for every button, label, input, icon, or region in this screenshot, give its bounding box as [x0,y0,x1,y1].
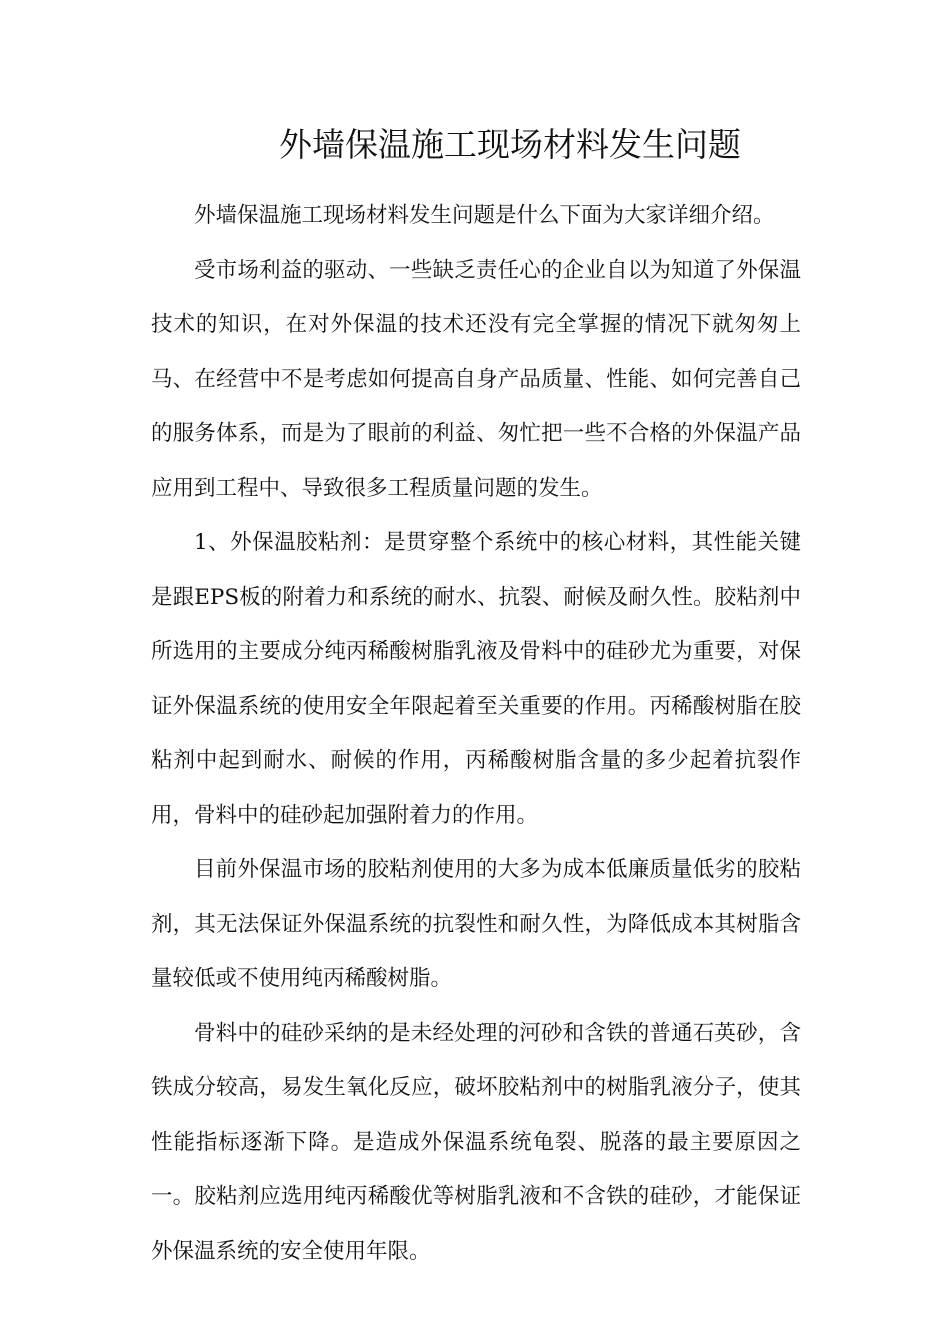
paragraph-adhesive: 1、外保温胶粘剂：是贯穿整个系统中的核心材料，其性能关键是跟EPS板的附着力和系统的耐水、抗裂、耐候及耐久性。胶粘剂中所选用的主要成分纯丙稀酸树脂乳液及骨料中的硅砂尤为重要，对保证外保温系统的使用安全年限起着至关重要的作用。丙稀酸树脂在胶粘剂中起到耐水、耐候的作用，丙稀酸树脂含量的多少起着抗裂作用，骨料中的硅砂起加强附着力的作用。 [151,530,801,828]
paragraph-aggregate: 骨料中的硅砂采纳的是未经处理的河砂和含铁的普通石英砂，含铁成分较高，易发生氧化反应，破坏胶粘剂中的树脂乳液分子，使其性能指标逐渐下降。是造成外保温系统龟裂、脱落的最主要原因之一。胶粘剂应选用纯丙稀酸优等树脂乳液和不含铁的硅砂，才能保证外保温系统的安全使用年限。 [151,1020,801,1264]
paragraph-intro: 外墙保温施工现场材料发生问题是什么下面为大家详细介绍。 [194,203,775,228]
paragraph-market: 受市场利益的驱动、一些缺乏责任心的企业自以为知道了外保温技术的知识，在对外保温的技术还没有完全掌握的情况下就匆匆上马、在经营中不是考虑如何提高自身产品质量、性能、如何完善自己的服务体系，而是为了眼前的利益、匆忙把一些不合格的外保温产品应用到工程中、导致很多工程质量问题的发生。 [151,257,801,501]
document-title: 外墙保温施工现场材料发生问题 [279,125,741,164]
document-body [151,189,801,1279]
paragraph-current-market: 目前外保温市场的胶粘剂使用的大多为成本低廉质量低劣的胶粘剂，其无法保证外保温系统的抗裂性和耐久性，为降低成本其树脂含量较低或不使用纯丙稀酸树脂。 [151,857,801,991]
